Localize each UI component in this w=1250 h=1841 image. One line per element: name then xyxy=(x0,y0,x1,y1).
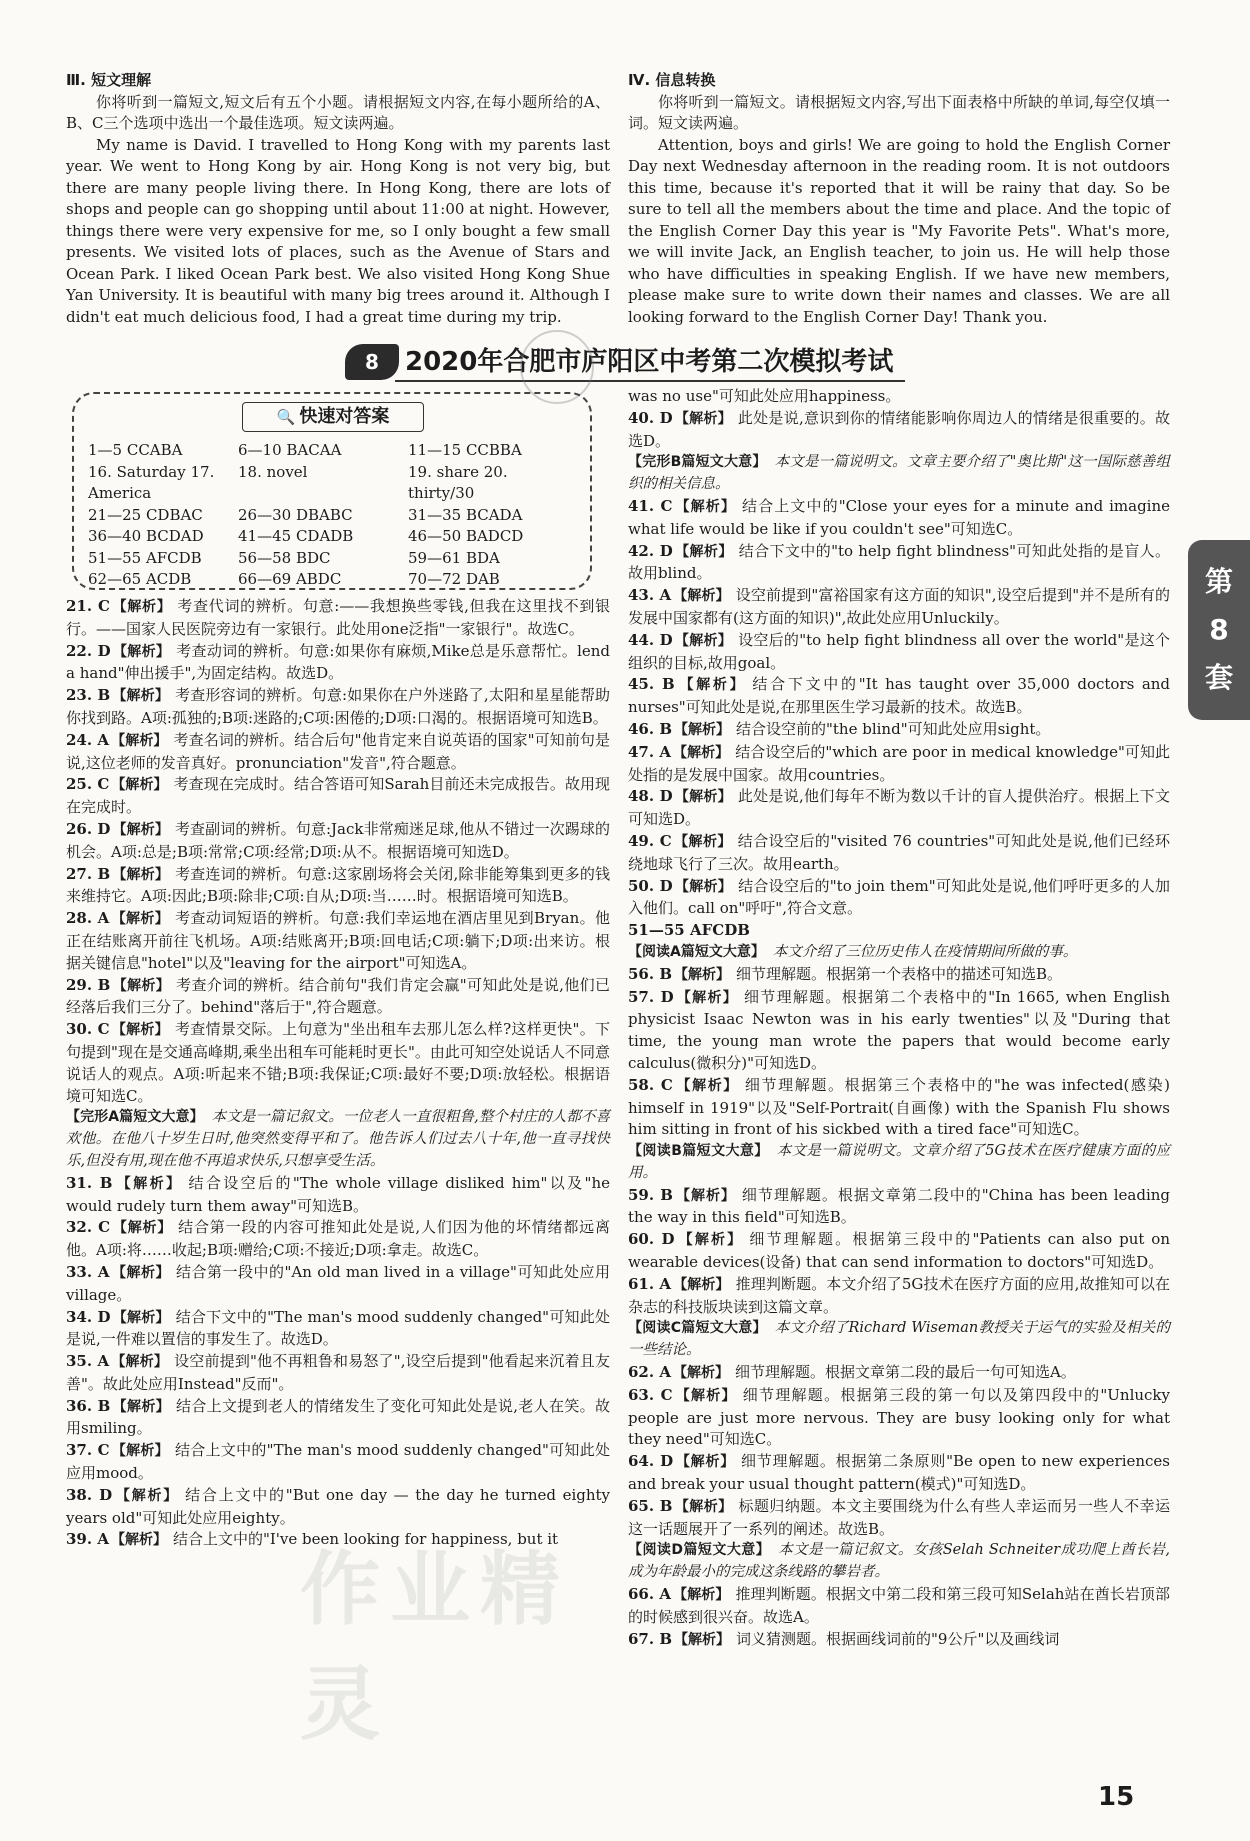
passage-summary xyxy=(628,1141,1170,1185)
question-number: 40. D xyxy=(628,408,673,427)
analysis-tag: 【解析】 xyxy=(676,677,747,694)
answer-explanation xyxy=(628,496,1170,541)
question-number: 31. B xyxy=(66,1173,113,1192)
analysis-tag: 【解析】 xyxy=(111,1022,169,1039)
section-4-intro: 你将听到一篇短文。请根据短文内容,写出下面表格中所缺的单词,每空仅填一词。短文读两遍。 xyxy=(628,92,1170,132)
answer-explanation xyxy=(628,1075,1170,1141)
answer-cell: 66—69 ABDC xyxy=(238,570,342,588)
answer-explanation xyxy=(66,1262,610,1307)
explanation-text: 结合上文中的"Close your eyes for a minute and imagine what life would be like if you couldn't see"可知选C。 xyxy=(628,496,1171,538)
section-4-listening xyxy=(628,70,1170,328)
quick-answers-grid xyxy=(88,440,578,591)
answer-cell: 70—72 DAB xyxy=(408,570,500,588)
answer-explanation xyxy=(66,819,610,864)
explanation-text: 结合设空前的"the blind"可知此处应用sight。 xyxy=(736,719,1051,738)
explanation-text: 考查现在完成时。结合答语可知Sarah目前还未完成报告。故用现在完成时。 xyxy=(66,775,610,817)
answer-cell: 19. share 20. thirty/30 xyxy=(408,462,508,502)
explanation-text: 设空前提到"富裕国家有这方面的知识",设空后提到"并不是所有的发展中国家都有(这方面的知识)",故此处应用Unluckily。 xyxy=(628,586,1170,627)
analysis-tag: 【解析】 xyxy=(673,1276,730,1293)
explanation-text: 结合上文中的"The man's mood suddenly changed"可知此处应用mood。 xyxy=(66,1441,610,1483)
section-3-title: Ⅲ. 短文理解 xyxy=(66,71,152,89)
answer-explanation xyxy=(628,1185,1170,1230)
explanation-text: 设空前提到"他不再粗鲁和易怒了",设空后提到"他看起来沉着且友善"。故此处应用Instead"反而"。 xyxy=(66,1352,610,1393)
answer-explanation xyxy=(628,742,1170,787)
analysis-tag: 【解析】 xyxy=(674,878,733,895)
exam-number-badge: 8 xyxy=(345,344,399,380)
answer-explanation xyxy=(628,719,1170,742)
section-3-listening xyxy=(66,70,610,328)
analysis-tag: 【解析】 xyxy=(674,966,730,983)
question-number: 44. D xyxy=(628,630,673,649)
analysis-tag: 【解析】 xyxy=(674,1631,730,1648)
summary-text: 本文是一篇记叙文。一位老人一直很粗鲁,整个村庄的人都不喜欢他。在他八十岁生日时,他突然变得平和了。他告诉人们过去八十年,他一直寻找快乐,但没有用,现在他不再追求快乐,只想享受生活。 xyxy=(66,1109,611,1169)
analysis-tag: 【解析】 xyxy=(112,643,171,660)
explanation-text: 设空后的"to help fight blindness all over the world"是这个组织的目标,故用goal。 xyxy=(628,630,1171,672)
answer-explanation xyxy=(66,1351,610,1396)
question-number: 38. D xyxy=(66,1485,113,1504)
answer-explanation xyxy=(628,1362,1170,1385)
explanation-text: 结合设空后的"to join them"可知此处是说,他们呼吁更多的人加入他们。call on"呼吁",符合文意。 xyxy=(628,876,1171,918)
question-number: 59. B xyxy=(628,1185,673,1204)
answer-explanation xyxy=(66,1217,610,1262)
page-number: 15 xyxy=(1098,1782,1135,1812)
side-tab-char: 第 xyxy=(1204,565,1233,598)
question-number: 47. A xyxy=(628,742,671,761)
answer-explanation xyxy=(66,975,610,1020)
analysis-tag: 【解析】 xyxy=(674,632,733,649)
question-number: 62. A xyxy=(628,1363,671,1382)
analysis-tag: 【解析】 xyxy=(674,1498,733,1515)
question-number: 28. A xyxy=(66,909,110,928)
question-number: 49. C xyxy=(628,831,672,850)
answer-explanation xyxy=(66,1529,610,1552)
answer-cell: 26—30 DBABC xyxy=(238,505,353,524)
question-number: 30. C xyxy=(66,1020,110,1039)
analysis-tag: 【解析】 xyxy=(675,989,739,1006)
explanation-text: 结合下文中的"It has taught over 35,000 doctors and nurses"可知此处是说,在那里医生学习最新的技术。故选B。 xyxy=(628,675,1171,717)
answer-cell: 51—55 AFCDB xyxy=(88,548,202,567)
explanation-text: 考查动词短语的辨析。句意:我们幸运地在酒店里见到Bryan。他正在结账离开前往飞机场。A项:结账离开;B项:回电话;C项:躺下;D项:出来访。根据关键信息"hotel"以及"leaving for the airport"可知选A。 xyxy=(66,909,611,972)
answer-explanation xyxy=(66,1019,610,1107)
analysis-tag: 【解析】 xyxy=(675,1454,735,1471)
answer-explanation xyxy=(628,630,1170,675)
question-number: 56. B xyxy=(628,964,672,983)
explanation-text: 细节理解题。根据第三个表格中的"he was infected(感染) himself in 1919"以及"Self-Portrait(自画像) with the Spanish Flu shows him sitting in front of his sickbed with a tired face"可知选C。 xyxy=(628,1075,1171,1139)
question-number: 34. D xyxy=(66,1307,111,1326)
answer-explanation xyxy=(66,774,610,819)
answer-explanation xyxy=(628,1229,1170,1274)
question-number: 63. C xyxy=(628,1385,673,1404)
question-number: 35. A xyxy=(66,1352,110,1371)
passage-summary xyxy=(628,1318,1170,1362)
summary-text: 本文介绍了三位历史伟人在疫情期间所做的事。 xyxy=(772,943,1078,960)
analysis-tag: 【解析】 xyxy=(112,688,170,705)
question-number: 39. A xyxy=(66,1530,109,1549)
answer-cell: 31—35 BCADA xyxy=(408,505,523,524)
summary-tag: 【阅读B篇短文大意】 xyxy=(628,1143,769,1160)
answer-explanation xyxy=(66,596,610,641)
answer-explanation xyxy=(628,786,1170,831)
answer-explanation xyxy=(628,1584,1170,1629)
question-number: 25. C xyxy=(66,775,110,794)
analysis-tag: 【解析】 xyxy=(111,732,168,749)
explanation-text: 考查连词的辨析。句意:这家剧场将会关闭,除非能筹集到更多的钱来维持它。A项:因此;B项:除非;C项:自从;D项:当……时。根据语境可知选B。 xyxy=(66,864,611,906)
explanation-text: 结合第一段的内容可推知此处是说,人们因为他的坏情绪都远离他。A项:将……收起;B项:赠给;C项:不接近;D项:拿走。故选C。 xyxy=(66,1218,610,1260)
answer-cell: 16. Saturday 17. America xyxy=(88,462,215,502)
explanation-text: 考查名词的辨析。结合后句"他肯定来自说英语的国家"可知前句是说,这位老师的发音真好。pronunciation"发音",符合题意。 xyxy=(66,730,611,772)
analysis-tag: 【解析】 xyxy=(674,410,732,427)
analysis-tag: 【解析】 xyxy=(111,599,172,615)
analysis-tag: 【解析】 xyxy=(111,1443,169,1460)
section-3-intro: 你将听到一篇短文,短文后有五个小题。请根据短文内容,在每小题所给的A、B、C三个选项中选出一个最佳选项。短文读两遍。 xyxy=(66,92,610,132)
answer-explanation xyxy=(66,1307,610,1352)
explanation-text: 结合上文中的"I've been looking for happiness, but it xyxy=(172,1530,559,1549)
side-tab-char: 8 xyxy=(1209,613,1229,646)
answer-explanation xyxy=(66,641,610,686)
answer-cell: 59—61 BDA xyxy=(408,548,500,567)
explanation-text: 考查情景交际。上句意为"坐出租车去那儿怎么样?这样更快"。下句提到"现在是交通高峰期,乘坐出租车可能耗时更长"。由此可知空处说话人不同意说话人的观点。A项:听起来不错;B项:我保证;C项:最好不要;D项:放轻松。根据语境可知选C。 xyxy=(66,1020,611,1105)
question-number: 64. D xyxy=(628,1452,674,1471)
explanation-text: 结合下文中的"The man's mood suddenly changed"可知此处是说,一件难以置信的事发生了。故选D。 xyxy=(66,1307,611,1349)
answer-explanation xyxy=(628,541,1170,586)
explanation-text: 推理判断题。根据文中第二段和第三段可知Selah站在酋长岩顶部的时候感到很兴奋。故选A。 xyxy=(628,1585,1170,1626)
analysis-tag: 【解析】 xyxy=(111,911,170,928)
answer-explanation xyxy=(66,685,610,730)
explanation-text: 考查形容词的辨析。句意:如果你在户外迷路了,太阳和星星能帮助你找到路。A项:孤独的;B项:迷路的;C项:困倦的;D项:口渴的。根据语境可知选B。 xyxy=(66,686,611,727)
explanation-text: 推理判断题。本文介绍了5G技术在医疗方面的应用,故推知可以在杂志的科技版块读到这篇文章。 xyxy=(628,1274,1171,1316)
answer-explanation xyxy=(66,908,610,974)
passage-summary xyxy=(628,942,1170,964)
analysis-tag: 【解析】 xyxy=(673,833,732,850)
analysis-tag: 【解析】 xyxy=(673,1587,730,1604)
analysis-tag: 【解析】 xyxy=(672,1365,729,1382)
banner-underline xyxy=(395,380,905,382)
answer-cell: 21—25 CDBAC xyxy=(88,505,203,524)
explanation-text: 结合上文中的"But one day — the day he turned eighty years old"可知此处应用eighty。 xyxy=(66,1485,611,1527)
question-number: 33. A xyxy=(66,1262,110,1281)
summary-tag: 【完形A篇短文大意】 xyxy=(66,1109,204,1126)
analysis-tag: 【解析】 xyxy=(673,744,730,761)
summary-text: 本文是一篇说明文。文章主要介绍了"奥比斯"这一国际慈善组织的相关信息。 xyxy=(628,454,1170,493)
continued-text: was no use"可知此处应用happiness。 xyxy=(628,387,901,405)
question-number: 27. B xyxy=(66,864,111,883)
answer-explanation xyxy=(628,964,1170,987)
answer-explanation xyxy=(628,987,1170,1075)
answer-cell: 62—65 ACDB xyxy=(88,570,192,588)
exam-banner xyxy=(345,342,905,382)
question-number: 60. D xyxy=(628,1230,675,1249)
question-number: 48. D xyxy=(628,787,673,806)
question-number: 29. B xyxy=(66,975,111,994)
exam-title: 2020年合肥市庐阳区中考第二次模拟考试 xyxy=(405,347,894,377)
answer-explanation xyxy=(66,730,610,775)
explanation-text: 此处是说,意识到你的情绪能影响你周边人的情绪是很重要的。故选D。 xyxy=(628,408,1170,450)
magnifier-icon: 🔍 xyxy=(276,408,296,426)
analysis-tag: 【解析】 xyxy=(111,1354,169,1371)
summary-tag: 【阅读A篇短文大意】 xyxy=(628,943,765,960)
answer-explanation xyxy=(628,876,1170,921)
question-number: 41. C xyxy=(628,496,673,515)
section-4-title: Ⅳ. 信息转换 xyxy=(628,71,716,89)
question-number: 65. B xyxy=(628,1496,673,1515)
explanation-text: 细节理解题。根据第一个表格中的描述可知选B。 xyxy=(736,964,1063,983)
explanation-text: 细节理解题。根据第三段中的"Patients can also put on wearable devices(设备) that can send information to doctors"可知选D。 xyxy=(628,1230,1171,1272)
answer-explanation xyxy=(66,1485,610,1530)
answer-explanation xyxy=(628,1385,1170,1451)
explanation-text: 结合上文提到老人的情绪发生了变化可知此处是说,老人在笑。故用smiling。 xyxy=(66,1396,610,1438)
answer-explanation xyxy=(66,1173,610,1218)
summary-tag: 【阅读D篇短文大意】 xyxy=(628,1542,771,1559)
watermark: 作业精灵 xyxy=(300,1543,570,1751)
answer-explanation xyxy=(66,864,610,909)
question-number: 22. D xyxy=(66,641,111,660)
answer-explanation xyxy=(628,1274,1170,1319)
analysis-tag: 【解析】 xyxy=(112,1309,170,1326)
answer-explanation xyxy=(628,831,1170,876)
analysis-tag: 【解析】 xyxy=(673,588,730,605)
answer-explanation xyxy=(628,674,1170,719)
question-number: 46. B xyxy=(628,719,672,738)
question-number: 66. A xyxy=(628,1585,672,1604)
explanation-text: 结合设空后的"which are poor in medical knowledge"可知此处指的是发展中国家。故用countries。 xyxy=(628,742,1170,784)
summary-text: 本文是一篇记叙文。女孩Selah Schneiter成功爬上酋长岩,成为年龄最小的完成这条线路的攀岩者。 xyxy=(628,1542,1170,1581)
answer-cell: 18. novel xyxy=(238,462,308,481)
question-number: 61. A xyxy=(628,1274,672,1293)
answer-explanation xyxy=(628,1496,1170,1541)
analysis-tag: 【解析】 xyxy=(114,1487,180,1504)
quick-answers-box xyxy=(72,392,592,590)
explanation-text: 标题归纳题。本文主要围绕为什么有些人幸运而另一些人不幸运这一话题展开了一系列的阐述。故选B。 xyxy=(628,1496,1170,1538)
explanation-text: 结合下文中的"to help fight blindness"可知此处指的是盲人。故用blind。 xyxy=(628,541,1171,583)
analysis-tag: 【解析】 xyxy=(112,977,171,994)
analysis-tag: 【解析】 xyxy=(112,1220,173,1237)
analysis-tag: 【解析】 xyxy=(110,1532,167,1549)
analysis-tag: 【解析】 xyxy=(114,1175,183,1192)
question-number: 21. C xyxy=(66,597,110,615)
answer-explanation xyxy=(628,1629,1170,1652)
analysis-tag: 【解析】 xyxy=(112,866,170,883)
analysis-tag: 【解析】 xyxy=(112,821,169,838)
answer-cell: 1—5 CCABA xyxy=(88,441,183,459)
answer-cell: 56—58 BDC xyxy=(238,548,331,567)
analysis-tag: 【解析】 xyxy=(111,1264,170,1281)
answer-explanation xyxy=(628,585,1170,630)
left-column-explanations xyxy=(66,596,610,1552)
summary-text: 本文介绍了Richard Wiseman教授关于运气的实验及相关的一些结论。 xyxy=(628,1320,1170,1359)
explanation-text: 细节理解题。根据第二条原则"Be open to new experiences and break your usual thought pattern(模式)"可知选D。 xyxy=(628,1452,1170,1494)
section-3-passage: My name is David. I travelled to Hong Kong with my parents last year. We went to Hong Kong by air. Hong Kong is not very big, but there are many people living there. In Hong Kong, there are lots of shops and people can go shopping until about 11:00 at night. However, things there were very expensive for me, so I only bought a few small presents. We visited lots of places, such as the Avenue of Stars and Ocean Park. I liked Ocean Park best. We also visited Hong Kong Shue Yan University. It is beautiful with many big trees around it. Although I didn't eat much delicious food, I had a great time during my trip. xyxy=(66,135,610,326)
question-number: 42. D xyxy=(628,541,673,560)
right-column-explanations xyxy=(628,386,1170,1651)
question-number: 45. B xyxy=(628,675,675,694)
side-tab-char: 套 xyxy=(1204,661,1233,694)
analysis-tag: 【解析】 xyxy=(676,1232,744,1249)
explanation-text: 结合设空后的"visited 76 countries"可知此处是说,他们已经环绕地球飞行了三次。故用earth。 xyxy=(628,831,1170,873)
set-number-tab xyxy=(1188,540,1250,720)
explanation-text: 考查动词的辨析。句意:如果你有麻烦,Mike总是乐意帮忙。lend a hand"伸出援手",为固定结构。故选D。 xyxy=(66,641,611,683)
question-number: 24. A xyxy=(66,730,110,749)
explanation-text: 此处是说,他们每年不断为数以千计的盲人提供治疗。根据上下文可知选D。 xyxy=(628,787,1170,829)
question-number: 23. B xyxy=(66,686,111,705)
answer-cell: 36—40 BCDAD xyxy=(88,527,204,545)
explanation-text: 词义猜测题。根据画线词前的"9公斤"以及画线词 xyxy=(736,1629,1060,1648)
summary-tag: 【阅读C篇短文大意】 xyxy=(628,1320,767,1337)
explanation-text: 考查介词的辨析。结合前句"我们肯定会赢"可知此处是说,他们已经落后我们三分了。behind"落后于",符合题意。 xyxy=(66,975,611,1017)
passage-summary xyxy=(66,1107,610,1172)
quick-answers-heading: 🔍 快速对答案 xyxy=(242,402,424,432)
summary-tag: 【完形B篇短文大意】 xyxy=(628,454,767,471)
explanation-text: 细节理解题。根据第三段的第一句以及第四段中的"Unlucky people are just more nervous. They are busy looking only for what they need"可知选C。 xyxy=(628,1385,1170,1449)
analysis-tag: 【解析】 xyxy=(111,777,168,794)
explanation-text: 细节理解题。根据文章第二段中的"China has been leading the way in this field"可知选B。 xyxy=(628,1185,1171,1227)
question-number: 50. D xyxy=(628,876,673,895)
analysis-tag: 【解析】 xyxy=(674,1387,737,1404)
question-number: 36. B xyxy=(66,1396,111,1415)
question-number: 37. C xyxy=(66,1441,110,1460)
passage-summary xyxy=(628,1540,1170,1584)
explanation-text: 结合设空后的"The whole village disliked him"以及"he would rudely turn them away"可知选B。 xyxy=(66,1173,610,1215)
analysis-tag: 【解析】 xyxy=(674,789,732,806)
answer-explanation xyxy=(628,408,1170,453)
analysis-tag: 【解析】 xyxy=(112,1398,170,1415)
question-number: 57. D xyxy=(628,987,674,1006)
analysis-tag: 【解析】 xyxy=(674,1187,736,1204)
explanation-text: 细节理解题。根据第二个表格中的"In 1665, when English physicist Isaac Newton was in his early twenties"以及"During that time, the young man wrote the papers that would become early calculus(微积分)"可知选D。 xyxy=(628,987,1171,1072)
explanation-text: 结合第一段中的"An old man lived in a village"可知此处应用village。 xyxy=(66,1262,610,1304)
section-4-passage: Attention, boys and girls! We are going to hold the English Corner Day next Wednesday afternoon in the reading room. It is not outdoors this time, because it's reported that it will be rainy that day. So be sure to tell all the members about the time and place. And the topic of the English Corner Day this year is "My Favorite Pets". What's more, we will invite Jack, an English teacher, to join us. He will help those who have difficulties in speaking English. If we have new members, please make sure to write down their names and classes. We are all looking forward to the English Corner Day! Thank you. xyxy=(628,135,1170,326)
summary-text: 本文是一篇说明文。文章介绍了5G技术在医疗健康方面的应用。 xyxy=(628,1143,1171,1181)
answer-cell: 11—15 CCBBA xyxy=(408,441,522,459)
question-number: 58. C xyxy=(628,1075,673,1094)
question-number: 67. B xyxy=(628,1629,672,1648)
answer-explanation xyxy=(66,1440,610,1485)
answer-explanation xyxy=(628,1451,1170,1496)
answer-cell: 6—10 BACAA xyxy=(238,441,342,459)
answer-cell: 41—45 CDADB xyxy=(238,527,354,545)
explanation-text: 细节理解题。根据文章第二段的最后一句可知选A。 xyxy=(734,1363,1076,1382)
explanation-text: 考查副词的辨析。句意:Jack非常痴迷足球,他从不错过一次踢球的机会。A项:总是;B项:常常;C项:经常;D项:从不。根据语境可知选D。 xyxy=(66,819,610,861)
analysis-tag: 【解析】 xyxy=(674,543,733,560)
passage-summary xyxy=(628,452,1170,496)
question-number: 43. A xyxy=(628,586,672,605)
analysis-tag: 【解析】 xyxy=(674,1077,739,1094)
question-number: 26. D xyxy=(66,819,111,838)
question-number: 32. C xyxy=(66,1218,111,1237)
answer-cell: 46—50 BADCD xyxy=(408,527,524,545)
analysis-tag: 【解析】 xyxy=(674,721,730,738)
answer-explanation xyxy=(66,1396,610,1441)
analysis-tag: 【解析】 xyxy=(674,498,736,515)
continued-text: 51—55 AFCDB xyxy=(628,921,750,940)
explanation-text: 考查代词的辨析。句意:——我想换些零钱,但我在这里找不到银行。——国家人民医院旁边有一家银行。此处用one泛指"一家银行"。故选C。 xyxy=(66,597,611,638)
